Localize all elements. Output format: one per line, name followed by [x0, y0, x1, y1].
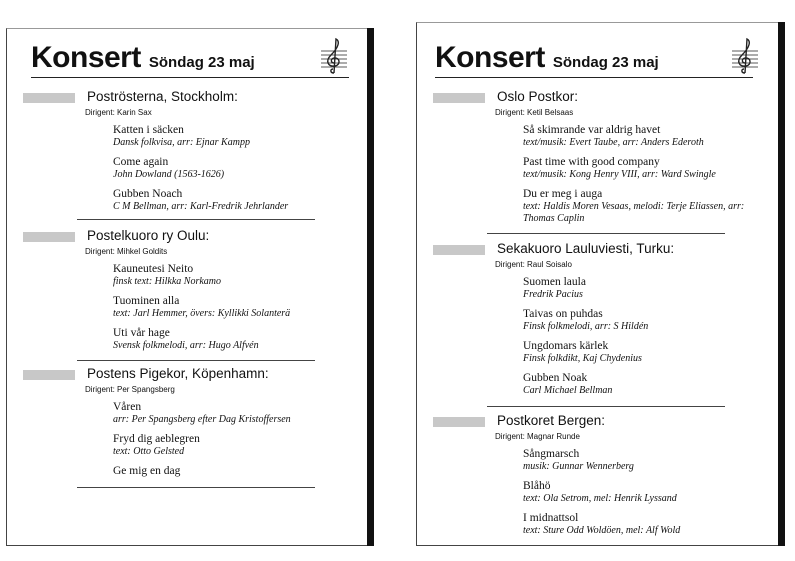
- song-list: [523, 276, 755, 404]
- section-divider: [77, 360, 315, 361]
- choir-name: Postkoret Bergen:: [497, 413, 606, 428]
- header-rule: [31, 77, 349, 78]
- choir-name: Postelkuoro ry Oulu:: [87, 228, 210, 243]
- song-credit: Finsk folkmelodi, arr: S Hildén: [523, 321, 649, 332]
- song-item: [523, 448, 755, 473]
- song-credit: C M Bellman, arr: Karl-Fredrik Jehrlander: [113, 201, 289, 212]
- concert-date: Söndag 23 maj: [552, 54, 659, 71]
- song-item: [113, 156, 345, 181]
- page-header: [31, 41, 255, 75]
- treble-clef-icon: [730, 35, 760, 75]
- song-title: Blåhö: [523, 480, 551, 492]
- section-divider: [77, 219, 315, 220]
- song-credit: musik: Gunnar Wennerberg: [523, 461, 634, 472]
- choir-name: Poströsterna, Stockholm:: [87, 89, 238, 104]
- song-list: [523, 124, 755, 232]
- section-divider: [487, 233, 725, 234]
- choir-name: Sekakuoro Lauluviesti, Turku:: [497, 241, 675, 256]
- song-item: [113, 401, 345, 426]
- song-credit: Fredrik Pacius: [523, 289, 583, 300]
- section-marker: [23, 232, 75, 242]
- song-item: [113, 295, 345, 320]
- director-name: Dirigent: Per Spangsberg: [85, 385, 175, 394]
- song-title: Så skimrande var aldrig havet: [523, 124, 661, 136]
- treble-clef-icon: [319, 35, 349, 75]
- choir-name: Oslo Postkor:: [497, 89, 579, 104]
- song-item: [523, 512, 755, 537]
- program-page-2: [416, 22, 778, 546]
- header-rule: [435, 77, 753, 78]
- song-credit: text/musik: Kong Henry VIII, arr: Ward Swingle: [523, 169, 716, 180]
- song-item: [523, 340, 755, 365]
- song-credit: John Dowland (1563-1626): [113, 169, 225, 180]
- song-credit: Carl Michael Bellman: [523, 385, 613, 396]
- song-item: [113, 263, 345, 288]
- section-marker: [433, 93, 485, 103]
- song-credit: text: Sture Odd Woldöen, mel: Alf Wold: [523, 525, 681, 536]
- song-title: Kauneutesi Neito: [113, 263, 194, 275]
- section-marker: [23, 93, 75, 103]
- director-name: Dirigent: Raul Soisalo: [495, 260, 572, 269]
- page-title: Konsert: [435, 41, 545, 74]
- director-name: Dirigent: Magnar Runde: [495, 432, 580, 441]
- song-title: Katten i säcken: [113, 124, 184, 136]
- song-item: [523, 188, 755, 225]
- song-title: I midnattsol: [523, 512, 579, 524]
- director-name: Dirigent: Ketil Belsaas: [495, 108, 574, 117]
- section-marker: [433, 245, 485, 255]
- song-credit: Dansk folkvisa, arr: Ejnar Kampp: [113, 137, 250, 148]
- song-title: Fryd dig aeblegren: [113, 433, 200, 445]
- song-title: Våren: [113, 401, 142, 413]
- choir-name: Postens Pigekor, Köpenhamn:: [87, 366, 269, 381]
- song-credit: text: Ola Setrom, mel: Henrik Lyssand: [523, 493, 677, 504]
- song-list: [113, 263, 345, 359]
- song-item: [113, 433, 345, 458]
- song-item: [523, 156, 755, 181]
- song-title: Tuominen alla: [113, 295, 180, 307]
- song-title: Gubben Noach: [113, 188, 183, 200]
- page-title: Konsert: [31, 41, 141, 74]
- song-item: [523, 372, 755, 397]
- song-credit: text/musik: Evert Taube, arr: Anders Ederoth: [523, 137, 704, 148]
- program-page-1: [6, 28, 367, 546]
- song-title: Ge mig en dag: [113, 465, 181, 477]
- song-credit: Finsk folkdikt, Kaj Chydenius: [523, 353, 642, 364]
- song-item: [523, 276, 755, 301]
- song-item: [113, 188, 345, 213]
- director-name: Dirigent: Karin Sax: [85, 108, 152, 117]
- concert-date: Söndag 23 maj: [148, 54, 255, 71]
- song-credit: arr: Per Spangsberg efter Dag Kristoffersen: [113, 414, 291, 425]
- song-title: Come again: [113, 156, 169, 168]
- song-item: [113, 327, 345, 352]
- song-item: [523, 124, 755, 149]
- song-title: Taivas on puhdas: [523, 308, 603, 320]
- section-marker: [23, 370, 75, 380]
- song-title: Ungdomars kärlek: [523, 340, 609, 352]
- section-divider: [487, 406, 725, 407]
- section-marker: [433, 417, 485, 427]
- song-credit: Svensk folkmelodi, arr: Hugo Alfvén: [113, 340, 259, 351]
- song-list: [523, 448, 755, 544]
- song-title: Du er meg i auga: [523, 188, 603, 200]
- song-list: [113, 124, 345, 220]
- song-title: Suomen laula: [523, 276, 586, 288]
- song-title: Uti vår hage: [113, 327, 170, 339]
- song-title: Sångmarsch: [523, 448, 580, 460]
- director-name: Dirigent: Mihkel Goldits: [85, 247, 168, 256]
- page-header: [435, 41, 659, 75]
- song-title: Gubben Noak: [523, 372, 588, 384]
- song-credit: text: Otto Gelsted: [113, 446, 185, 457]
- song-credit: finsk text: Hilkka Norkamo: [113, 276, 222, 287]
- song-item: [113, 124, 345, 149]
- section-divider: [77, 487, 315, 488]
- song-credit: text: Jarl Hemmer, övers: Kyllikki Solanterä: [113, 308, 291, 319]
- song-item: [113, 465, 345, 478]
- song-item: [523, 480, 755, 505]
- song-item: [523, 308, 755, 333]
- song-title: Past time with good company: [523, 156, 660, 168]
- song-list: [113, 401, 345, 485]
- song-credit: text: Haldis Moren Vesaas, melodi: Terje Eliassen, arr: Thomas Caplin: [523, 201, 745, 224]
